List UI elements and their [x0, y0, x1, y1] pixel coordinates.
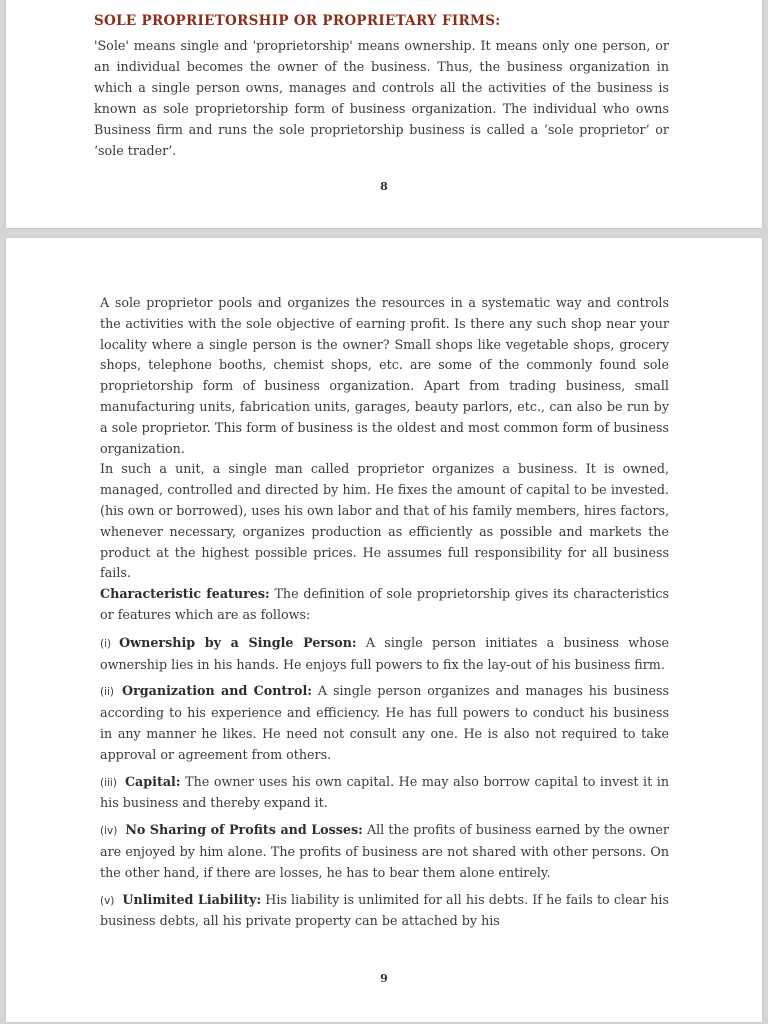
- feature-text: All the profits of business earned by the owner are enjoyed by him alone. The profits of business are not shared with other persons. On the other hand, if there are losses, he has to bear them alone entirely.: [100, 822, 669, 880]
- feature-text: The owner uses his own capital. He may also borrow capital to invest it in his business and thereby expand it.: [100, 773, 669, 811]
- feature-title: Organization and Control:: [122, 683, 312, 699]
- feature-title: No Sharing of Profits and Losses:: [125, 822, 363, 838]
- feature-text: His liability is unlimited for all his debts. If he fails to clear his business debts, all his private property can be attached by his: [100, 891, 670, 929]
- paragraph-proprietor-resources: A sole proprietor pools and organizes the resources in a systematic way and controls the activities with the sole objective of earning profit. Is there any such shop near your locality where a single person is the owner? Small shops like vegetable shops, grocery shops, telephone booths, chemist shops, etc. are some of the commonly found sole proprietorship form of business organization. Apart from trading business, small manufacturing units, fabrication units, garages, beauty parlors, etc., can also be run by a sole proprietor. This form of business is the oldest and most common form of business organization.: [100, 295, 669, 456]
- page-number: 8: [380, 180, 388, 193]
- feature-number: (iv): [100, 825, 118, 838]
- feature-number: (ii): [100, 686, 115, 699]
- feature-number: (iii): [100, 776, 117, 789]
- feature-number: (v): [100, 894, 115, 907]
- feature-item: [100, 681, 669, 765]
- feature-item: [100, 633, 669, 676]
- feature-item: [100, 890, 669, 933]
- feature-text: A single person organizes and manages his business according to his experience and efficiency. He has full powers to conduct his business in any manner he likes. He need not consult any one. He is also not required to take approval or agreement from others.: [100, 683, 669, 762]
- intro-paragraph: 'Sole' means single and 'proprietorship' means ownership. It means only one person, or an individual becomes the owner of the business. Thus, the business organization in which a single person owns, manages and controls all the activities of the business is known as sole proprietorship form of business organization. The individual who owns Business firm and runs the sole proprietorship business is called a ‘sole proprietor’ or ‘sole trader’.: [94, 38, 669, 158]
- feature-title: Unlimited Liability:: [122, 891, 262, 907]
- feature-item: [100, 820, 669, 883]
- characteristics-label: Characteristic features:: [100, 586, 270, 602]
- document-page-9: [6, 238, 762, 1022]
- feature-number: (i): [100, 637, 112, 650]
- feature-text: A single person initiates a business whose ownership lies in his hands. He enjoys full powers to fix the lay-out of his business firm.: [100, 634, 669, 672]
- paragraph-proprietor-unit: In such a unit, a single man called proprietor organizes a business. It is owned, managed, controlled and directed by him. He fixes the amount of capital to be invested. (his own or borrowed), uses his own labor and that of his family members, hires factors, whenever necessary, organizes production as efficiently as possible and markets the product at the highest possible prices. He assumes full responsibility for all business fails.: [100, 461, 669, 581]
- characteristics-text: The definition of sole proprietorship gives its characteristics or features which are as follows:: [100, 586, 669, 622]
- page-body: [100, 293, 669, 932]
- section-heading: SOLE PROPRIETORSHIP OR PROPRIETARY FIRMS:: [94, 13, 501, 29]
- characteristics-intro: [100, 584, 669, 626]
- feature-item: [100, 772, 669, 815]
- feature-title: Ownership by a Single Person:: [119, 634, 357, 650]
- page-number: 9: [380, 972, 388, 985]
- document-page-8: [6, 0, 762, 228]
- feature-title: Capital:: [124, 773, 181, 789]
